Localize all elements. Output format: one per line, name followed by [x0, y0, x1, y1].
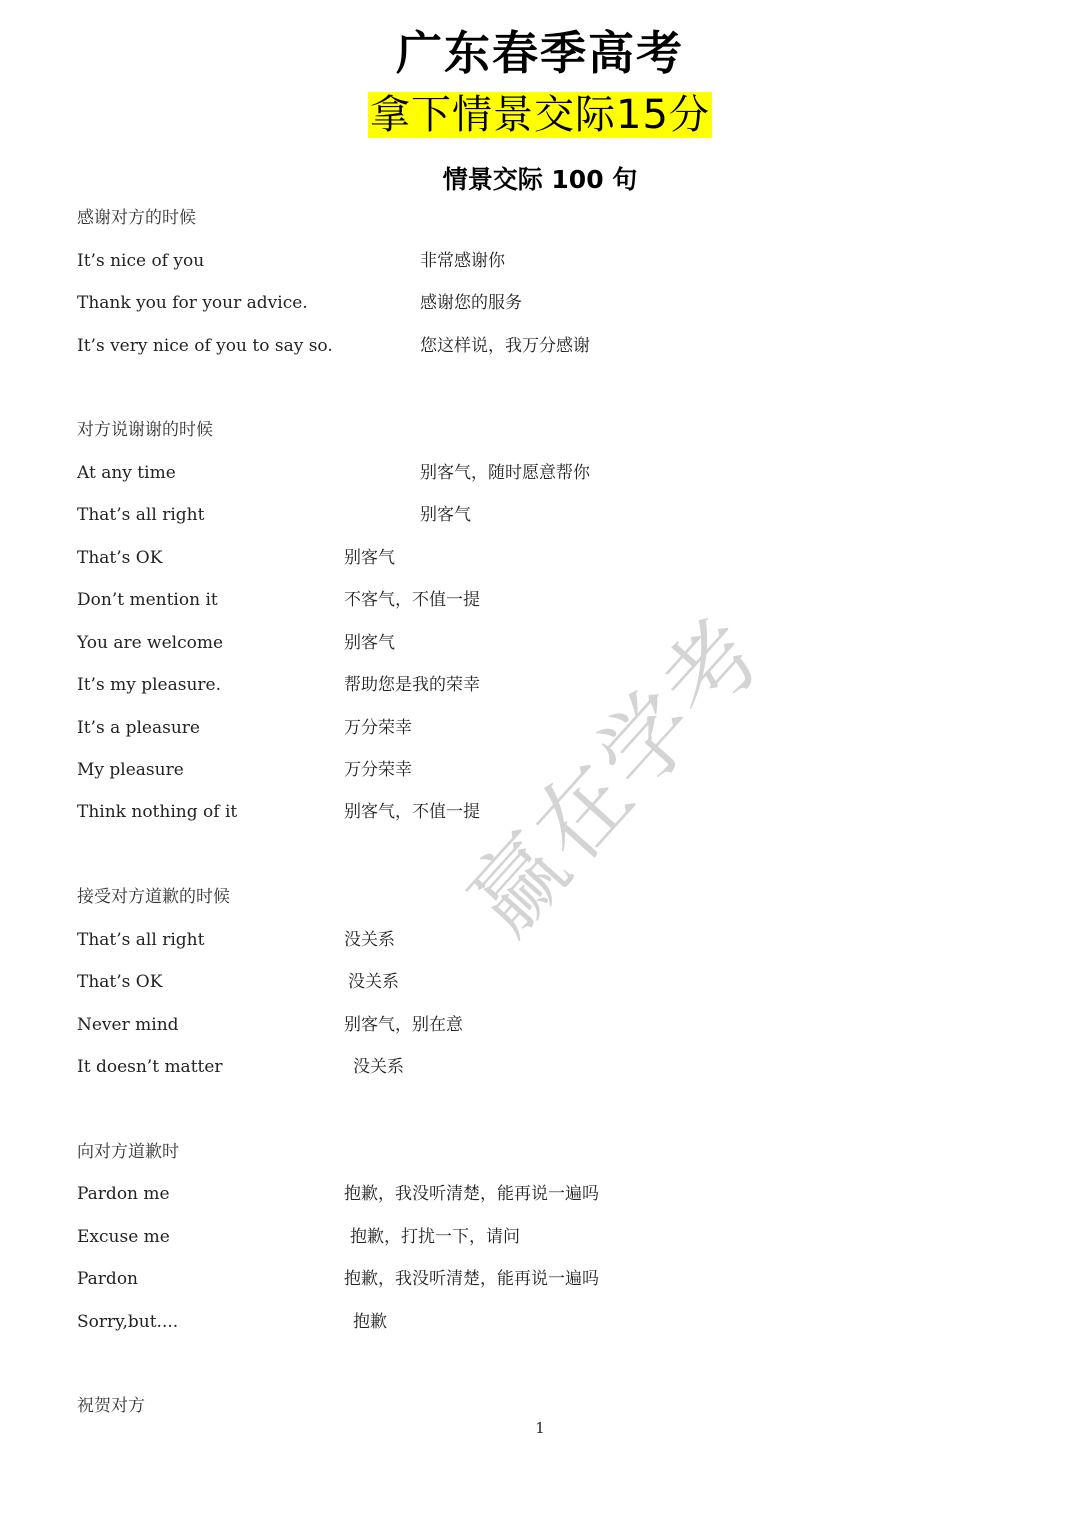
phrase-english: That’s OK: [77, 548, 163, 568]
phrase-chinese: 帮助您是我的荣幸: [344, 675, 480, 695]
phrase-chinese: 别客气: [420, 505, 471, 525]
phrase-english: Pardon me: [77, 1184, 170, 1204]
phrase-chinese: 别客气，随时愿意帮你: [420, 463, 590, 483]
phrase-english: My pleasure: [77, 760, 184, 780]
phrase-chinese: 别客气，不值一提: [344, 802, 480, 822]
phrase-chinese: 感谢您的服务: [420, 293, 522, 313]
phrase-chinese: 别客气: [344, 548, 395, 568]
section-heading: 对方说谢谢的时候: [77, 420, 213, 440]
phrase-english: Don’t mention it: [77, 590, 218, 610]
phrase-english: It’s very nice of you to say so.: [77, 336, 333, 356]
phrase-english: Excuse me: [77, 1227, 170, 1247]
document-title: 广东春季高考: [396, 26, 684, 80]
section-title: 情景交际 100 句: [442, 165, 638, 194]
phrase-english: You are welcome: [77, 633, 224, 653]
phrase-english: It’s my pleasure.: [77, 675, 221, 695]
subtitle-wrapper: [0, 92, 1080, 138]
phrase-chinese: 非常感谢你: [420, 251, 505, 271]
phrase-english: Think nothing of it: [77, 802, 238, 822]
phrase-english: It’s nice of you: [77, 251, 205, 271]
phrase-chinese: 万分荣幸: [344, 718, 412, 738]
phrase-chinese: 万分荣幸: [344, 760, 412, 780]
phrase-chinese: 抱歉，我没听清楚，能再说一遍吗: [344, 1269, 599, 1289]
phrase-english: Never mind: [77, 1015, 179, 1035]
phrase-chinese: 没关系: [344, 930, 395, 950]
phrase-chinese: 不客气，不值一提: [344, 590, 480, 610]
watermark: [405, 580, 785, 955]
phrase-chinese: 没关系: [353, 1057, 404, 1077]
phrase-english: That’s all right: [77, 930, 205, 950]
highlighted-subtitle: 拿下情景交际15分: [370, 92, 710, 138]
phrase-english: Thank you for your advice.: [77, 293, 308, 313]
phrase-chinese: 别客气，别在意: [344, 1015, 463, 1035]
phrase-english: Sorry,but....: [77, 1312, 179, 1332]
phrase-chinese: 没关系: [348, 972, 399, 992]
section-heading: 感谢对方的时候: [77, 208, 196, 228]
phrase-english: Pardon: [77, 1269, 139, 1289]
phrase-chinese: 抱歉，打扰一下，请问: [350, 1227, 520, 1247]
section-heading: 祝贺对方: [77, 1396, 145, 1416]
watermark-text: 赢在学考: [448, 597, 785, 955]
phrase-english: It doesn’t matter: [77, 1057, 223, 1077]
phrase-english: That’s OK: [77, 972, 163, 992]
phrase-chinese: 别客气: [344, 633, 395, 653]
phrase-chinese: 您这样说，我万分感谢: [420, 336, 590, 356]
phrase-english: It’s a pleasure: [77, 718, 200, 738]
phrase-english: That’s all right: [77, 505, 205, 525]
phrase-chinese: 抱歉，我没听清楚，能再说一遍吗: [344, 1184, 599, 1204]
phrase-english: At any time: [77, 463, 176, 483]
page-number: 1: [535, 1419, 545, 1437]
phrase-chinese: 抱歉: [353, 1312, 387, 1332]
section-heading: 接受对方道歉的时候: [77, 887, 230, 907]
section-heading: 向对方道歉时: [77, 1142, 179, 1162]
